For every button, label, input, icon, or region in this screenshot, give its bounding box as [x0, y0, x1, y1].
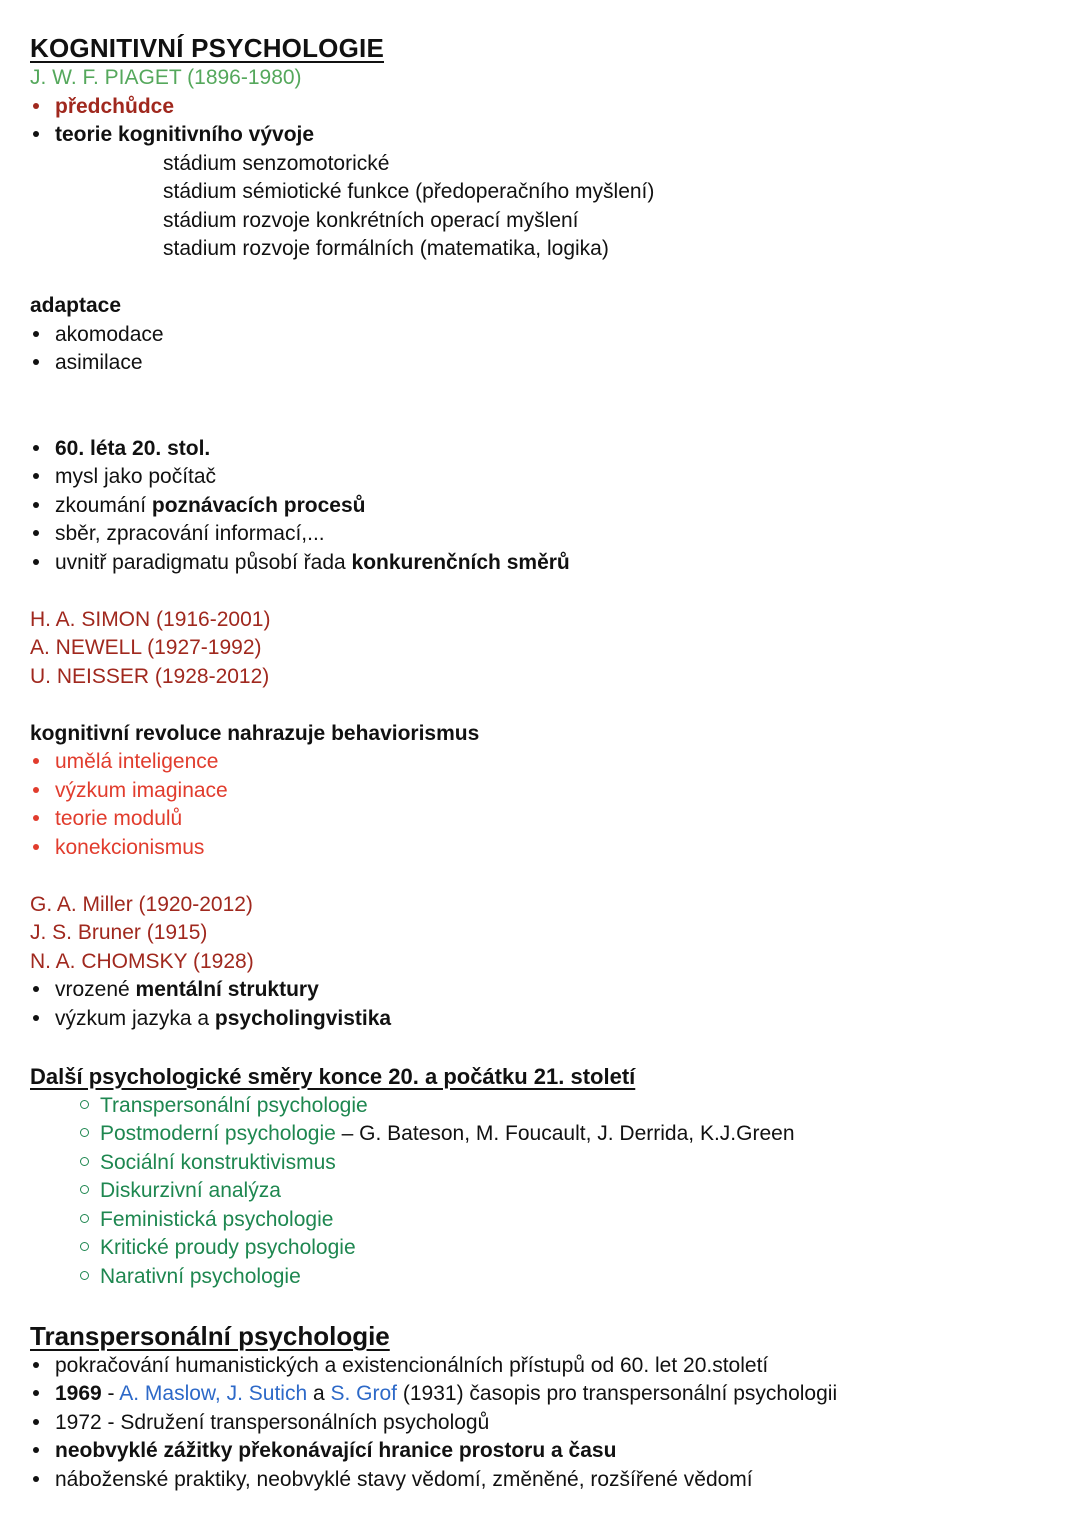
bullet-icon [30, 834, 55, 863]
text-segment: J. S. Bruner (1915) [30, 921, 208, 944]
text-content [55, 834, 1062, 863]
bullet-dot [33, 1362, 39, 1368]
bullet-ring [80, 1128, 89, 1137]
text-content [163, 235, 1062, 264]
text-segment: předchůdce [55, 94, 175, 118]
text-segment: Feministická psychologie [100, 1207, 334, 1231]
text-segment: - [101, 1382, 120, 1405]
bullet-dot [33, 131, 39, 137]
text-segment: a [307, 1382, 331, 1405]
author-miller [30, 891, 1062, 920]
text-segment: (1931) časopis pro transpersonální psychologii [397, 1382, 838, 1405]
spacer [30, 1291, 1062, 1320]
text-content [55, 1409, 1062, 1438]
text-segment: stadium rozvoje formálních (matematika, logika) [163, 237, 609, 260]
spacer [30, 862, 1062, 891]
text-segment: teorie kognitivního vývoje [55, 123, 315, 146]
text-content [100, 1263, 1062, 1292]
bullet-icon [30, 805, 55, 834]
text-segment: pokračování humanistických a existencionálních přístupů od 60. let 20.století [55, 1353, 769, 1377]
spacer [30, 691, 1062, 720]
bullet-konekcionismus [30, 834, 1062, 863]
circle-postmoderni [30, 1120, 1062, 1149]
bullet-nabozenske-praktiky [30, 1466, 1062, 1495]
bullet-dot [33, 103, 39, 109]
text-content [55, 520, 1062, 549]
bullet-mysl-pocitac [30, 463, 1062, 492]
bullet-icon [30, 748, 55, 777]
bullet-dot [33, 1390, 39, 1396]
text-segment: konkurenčních směrů [351, 550, 570, 574]
bullet-icon [30, 121, 55, 150]
text-segment: stádium senzomotorické [163, 151, 390, 175]
text-content [30, 663, 1062, 692]
bullet-icon [30, 1437, 55, 1466]
text-segment: 60. léta 20. stol. [55, 436, 211, 460]
bullet-vrozene [30, 976, 1062, 1005]
text-segment: Další psychologické směry konce 20. a počátku 21. století [30, 1063, 636, 1089]
text-content [100, 1177, 1062, 1206]
text-content [30, 1062, 1062, 1092]
text-segment: Kritické proudy psychologie [100, 1236, 356, 1259]
text-segment: A. Maslow, J. Sutich [119, 1382, 308, 1405]
circle-bullet-icon [80, 1177, 100, 1206]
bullet-vyzkum-jazyka [30, 1005, 1062, 1034]
text-content [55, 1005, 1062, 1034]
text-segment: U. NEISSER (1928-2012) [30, 664, 270, 688]
bullet-dot [33, 787, 39, 793]
author-neisser [30, 663, 1062, 692]
bullet-ring [80, 1157, 89, 1166]
bullet-icon [30, 549, 55, 578]
bullet-1972 [30, 1409, 1062, 1438]
author-newell [30, 634, 1062, 663]
bullet-ring [80, 1242, 89, 1251]
bullet-dot [33, 331, 39, 337]
bullet-dot [33, 758, 39, 764]
bullet-dot [33, 359, 39, 365]
text-segment: neobvyklé zážitky překonávající hranice prostoru a času [55, 1439, 617, 1462]
bullet-dot [33, 559, 39, 565]
bullet-dot [33, 1015, 39, 1021]
text-content [100, 1206, 1062, 1235]
circle-bullet-icon [80, 1120, 100, 1149]
text-content [30, 634, 1062, 663]
bullet-dot [33, 1419, 39, 1425]
spacer [30, 1033, 1062, 1062]
circle-bullet-icon [80, 1206, 100, 1235]
spacer [30, 264, 1062, 293]
bullet-icon [30, 435, 55, 464]
text-segment: akomodace [55, 322, 164, 346]
bullet-dot [33, 1447, 39, 1453]
revolution-heading [30, 720, 1062, 749]
text-content [163, 150, 1062, 179]
bullet-icon [30, 349, 55, 378]
text-content [55, 976, 1062, 1005]
circle-bullet-icon [80, 1263, 100, 1292]
bullet-dot [33, 445, 39, 451]
text-content [30, 919, 1062, 948]
text-content [163, 178, 1062, 207]
text-content [30, 606, 1062, 635]
text-segment: stádium sémiotické funkce (předoperačního myšlení) [163, 180, 655, 203]
text-segment: výzkum imaginace [55, 778, 228, 802]
text-content [100, 1120, 1062, 1149]
text-segment: Transpersonální psychologie [30, 1320, 390, 1351]
text-segment: stádium rozvoje konkrétních operací myšlení [163, 208, 579, 232]
text-content [55, 349, 1062, 378]
bullet-ring [80, 1214, 89, 1223]
author-piaget [30, 64, 1062, 93]
bullet-icon [30, 520, 55, 549]
text-content [55, 492, 1062, 521]
author-bruner [30, 919, 1062, 948]
text-content [30, 891, 1062, 920]
text-segment: mysl jako počítač [55, 465, 217, 488]
text-content [55, 1352, 1062, 1381]
bullet-ring [80, 1185, 89, 1194]
text-segment: psycholingvistika [214, 1006, 392, 1030]
text-content [30, 720, 1062, 749]
bullet-zkoumani [30, 492, 1062, 521]
adaptace-heading [30, 292, 1062, 321]
bullet-1969 [30, 1380, 1062, 1409]
text-content [100, 1234, 1062, 1263]
bullet-teorie-modulu [30, 805, 1062, 834]
circle-transpersonalni [30, 1092, 1062, 1121]
bullet-pokracovani [30, 1352, 1062, 1381]
bullet-icon [30, 976, 55, 1005]
bullet-predchudce [30, 93, 1062, 122]
circle-bullet-icon [80, 1149, 100, 1178]
bullet-ring [80, 1100, 89, 1109]
text-segment: kognitivní revoluce nahrazuje behaviorismus [30, 721, 480, 745]
text-segment: 1969 [55, 1382, 102, 1405]
bullet-dot [33, 1476, 39, 1482]
bullet-umela-inteligence [30, 748, 1062, 777]
text-segment: Transpersonální psychologie [100, 1093, 368, 1117]
text-segment: Postmoderní psychologie [100, 1122, 336, 1145]
text-content [100, 1149, 1062, 1178]
circle-narativni [30, 1263, 1062, 1292]
author-chomsky [30, 948, 1062, 977]
stage-konkretni-operace [30, 207, 1062, 236]
bullet-asimilace [30, 349, 1062, 378]
text-segment: umělá inteligence [55, 750, 219, 773]
text-content [55, 777, 1062, 806]
bullet-ring [80, 1271, 89, 1280]
bullet-uvnitr-paradigmatu [30, 549, 1062, 578]
text-content [55, 748, 1062, 777]
text-content [55, 1466, 1062, 1495]
text-segment: H. A. SIMON (1916-2001) [30, 607, 271, 631]
main-heading [30, 33, 1062, 64]
stage-senzomotoricke [30, 150, 1062, 179]
author-simon [30, 606, 1062, 635]
bullet-sber [30, 520, 1062, 549]
stage-formalni [30, 235, 1062, 264]
text-content [55, 121, 1062, 150]
bullet-dot [33, 530, 39, 536]
circle-bullet-icon [80, 1092, 100, 1121]
bullet-icon [30, 1466, 55, 1495]
text-segment: Sociální konstruktivismus [100, 1150, 336, 1174]
bullet-icon [30, 321, 55, 350]
bullet-icon [30, 1409, 55, 1438]
bullet-icon [30, 1352, 55, 1381]
text-content [55, 93, 1062, 122]
text-content [55, 435, 1062, 464]
bullet-neobvykle-zazitky [30, 1437, 1062, 1466]
bullet-vyzkum-imaginace [30, 777, 1062, 806]
text-segment: vrozené [55, 978, 136, 1001]
bullet-dot [33, 473, 39, 479]
text-content [30, 1320, 1062, 1352]
text-content [55, 1437, 1062, 1466]
text-content [100, 1092, 1062, 1121]
text-content [55, 805, 1062, 834]
text-content [55, 1380, 1062, 1409]
text-segment: A. NEWELL (1927-1992) [30, 636, 262, 659]
spacer [30, 577, 1062, 606]
text-segment: J. W. F. PIAGET (1896-1980) [30, 66, 302, 89]
bullet-dot [33, 986, 39, 992]
bullet-icon [30, 93, 55, 122]
stage-semioticke [30, 178, 1062, 207]
text-content [55, 321, 1062, 350]
bullet-teorie-vyvoje [30, 121, 1062, 150]
bullet-icon [30, 1005, 55, 1034]
text-segment: adaptace [30, 294, 122, 317]
text-content [30, 948, 1062, 977]
bullet-dot [33, 502, 39, 508]
text-segment: uvnitř paradigmatu působí řada [55, 550, 352, 574]
text-content [30, 292, 1062, 321]
text-segment: sběr, zpracování informací,... [55, 522, 325, 545]
bullet-dot [33, 815, 39, 821]
text-segment: S. Grof [330, 1382, 398, 1405]
text-content [55, 463, 1062, 492]
text-segment: Diskurzivní analýza [100, 1179, 281, 1202]
bullet-icon [30, 1380, 55, 1409]
text-segment: mentální struktury [135, 978, 319, 1001]
text-segment: teorie modulů [55, 807, 183, 830]
circle-socialni-konstruktivismus [30, 1149, 1062, 1178]
text-segment: KOGNITIVNÍ PSYCHOLOGIE [30, 33, 384, 63]
text-content [163, 207, 1062, 236]
text-content [30, 33, 1062, 64]
text-segment: N. A. CHOMSKY (1928) [30, 949, 254, 973]
bullet-icon [30, 463, 55, 492]
text-segment: náboženské praktiky, neobvyklé stavy vědomí, změněné, rozšířené vědomí [55, 1467, 753, 1491]
bullet-60-leta [30, 435, 1062, 464]
bullet-akomodace [30, 321, 1062, 350]
text-segment: 1972 - Sdružení transpersonálních psychologů [55, 1410, 490, 1434]
text-content [55, 549, 1062, 578]
other-directions-heading [30, 1062, 1062, 1092]
text-segment: konekcionismus [55, 835, 205, 859]
transpersonal-heading [30, 1320, 1062, 1352]
bullet-icon [30, 777, 55, 806]
circle-diskurzivni-analyza [30, 1177, 1062, 1206]
spacer [30, 378, 1062, 435]
bullet-icon [30, 492, 55, 521]
text-content [30, 64, 1062, 93]
text-segment: poznávacích procesů [151, 493, 366, 517]
circle-feministicka [30, 1206, 1062, 1235]
text-segment: – G. Bateson, M. Foucault, J. Derrida, K.J.Green [335, 1122, 795, 1145]
text-segment: Narativní psychologie [100, 1264, 301, 1288]
text-segment: G. A. Miller (1920-2012) [30, 892, 253, 916]
bullet-dot [33, 844, 39, 850]
text-segment: výzkum jazyka a [55, 1006, 215, 1030]
text-segment: asimilace [55, 351, 143, 374]
text-segment: zkoumání [55, 493, 152, 517]
circle-bullet-icon [80, 1234, 100, 1263]
circle-kriticke-proudy [30, 1234, 1062, 1263]
